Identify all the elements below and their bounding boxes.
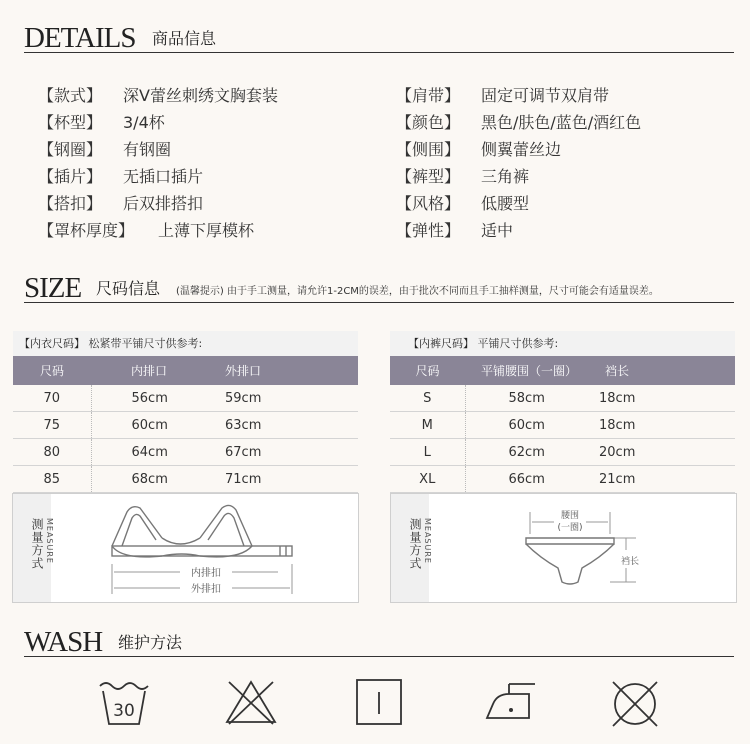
hang-dry-icon [355, 678, 403, 726]
brief-size-table [390, 331, 735, 493]
table-row: 80 64cm 67cm [13, 439, 358, 466]
brief-waist-label-2: (一圈) [557, 523, 583, 533]
brief-table [390, 356, 735, 493]
brief-diagram [430, 494, 735, 602]
attribute-row: 【钢圈】 有钢圈 [38, 140, 172, 159]
bra-table [13, 356, 358, 493]
attribute-row: 【裤型】 三角裤 [396, 167, 530, 186]
brief-measure-panel [390, 493, 737, 603]
table-row: 70 56cm 59cm [13, 385, 358, 412]
table-header-row: 尺码 平铺腰围（一圈） 裆长 [390, 356, 735, 385]
attribute-row: 【风格】 低腰型 [396, 194, 530, 213]
bra-inner-label: 内排扣 [191, 568, 221, 579]
details-header [24, 22, 734, 53]
bra-table-caption: 【内衣尺码】 松紧带平铺尺寸供参考: [13, 331, 358, 356]
table-row: XL 66cm 21cm [390, 466, 735, 493]
attribute-row: 【杯型】 3/4杯 [38, 113, 165, 132]
attribute-row: 【罩杯厚度】 上薄下厚模杯 [38, 221, 255, 240]
attributes-right [396, 86, 641, 248]
size-header [24, 272, 734, 303]
low-iron-icon [481, 678, 539, 726]
bra-outer-label: 外排扣 [191, 584, 221, 595]
wash-title-cn: 维护方法 [118, 633, 183, 652]
table-row: 75 60cm 63cm [13, 412, 358, 439]
bra-size-table [13, 331, 358, 493]
bra-measure-panel [12, 493, 359, 603]
size-note: (温馨提示) 由于手工测量，请允许1-2CM的误差，由于批次不同而且手工抽样测量，尺寸可能会有适量误差。 [176, 286, 659, 297]
table-row: M 60cm 18cm [390, 412, 735, 439]
table-row: L 62cm 20cm [390, 439, 735, 466]
attribute-row: 【颜色】 黑色/肤色/蓝色/酒红色 [396, 113, 642, 132]
table-header-row: 尺码 内排口 外排口 [13, 356, 358, 385]
attribute-row: 【肩带】 固定可调节双肩带 [396, 86, 610, 105]
hand-wash-30-icon [98, 678, 150, 728]
measure-label: 测量方式 MEASURE [13, 494, 51, 602]
brief-table-caption: 【内裤尺码】 平铺尺寸供参考: [390, 331, 735, 356]
table-row: 85 68cm 71cm [13, 466, 358, 493]
brief-length-label: 裆长 [620, 557, 640, 567]
wash-title-en: WASH [24, 626, 103, 658]
attribute-row: 【搭扣】 后双排搭扣 [38, 194, 204, 213]
measure-label: 测量方式 MEASURE [391, 494, 429, 602]
attribute-row: 【弹性】 适中 [396, 221, 514, 240]
table-row: S 58cm 18cm [390, 385, 735, 412]
details-title-en: DETAILS [24, 22, 136, 54]
attribute-row: 【款式】 深V蕾丝刺绣文胸套装 [38, 86, 278, 105]
wash-header [24, 626, 734, 657]
no-dry-clean-icon [609, 678, 661, 730]
attribute-row: 【侧围】 侧翼蕾丝边 [396, 140, 562, 159]
wash-temperature: 30 [113, 701, 135, 721]
no-bleach-icon [224, 678, 278, 726]
details-title-cn: 商品信息 [152, 29, 217, 48]
attributes-left [38, 86, 278, 248]
attribute-row: 【插片】 无插口插片 [38, 167, 204, 186]
size-title-cn: 尺码信息 [96, 279, 161, 298]
brief-waist-label: 腰围 [560, 511, 580, 521]
bra-diagram [52, 494, 357, 602]
size-title-en: SIZE [24, 272, 82, 304]
